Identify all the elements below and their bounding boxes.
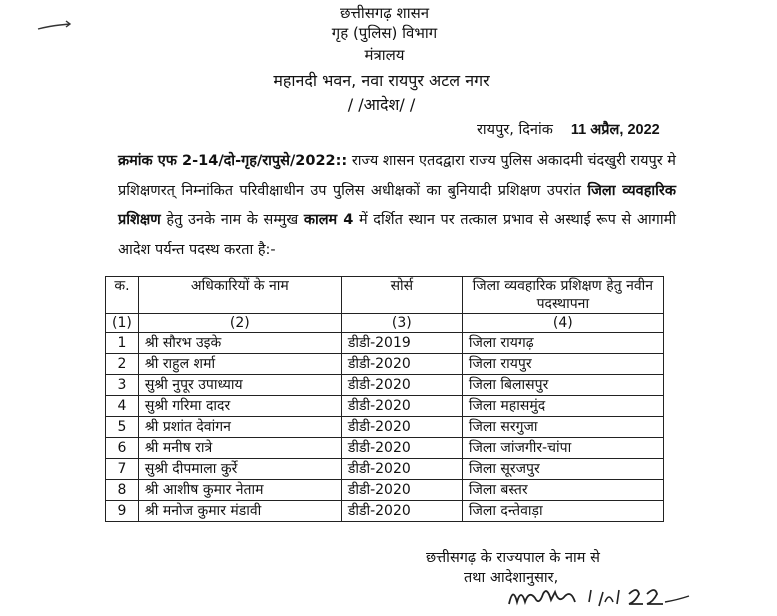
cell-officer-name: सुश्री नुपूर उपाध्याय (138, 375, 341, 396)
table-row (106, 480, 664, 501)
cell-source: डीडी-2020 (341, 396, 462, 417)
table-row (106, 396, 664, 417)
col-header-source: सोर्स (341, 277, 462, 314)
col-header-posting: जिला व्यवहारिक प्रशिक्षण हेतु नवीन पदस्थापना (462, 277, 663, 314)
col-number: (4) (462, 314, 663, 333)
cell-officer-name: श्री मनोज कुमार मंडावी (138, 501, 341, 522)
cell-serial: 1 (106, 333, 139, 354)
order-text-1: राज्य शासन एतदद्वारा राज्य पुलिस अकादमी चंदखुरी रायपुर मे प्रशिक्षणरत् निम्नांकित परिवीक्षाधीन उप पुलिस अधीक्षकों का बुनियादी प्रशिक्षण उपरांत (118, 153, 676, 199)
posting-table (105, 276, 664, 522)
cell-source: डीडी-2020 (341, 459, 462, 480)
cell-posting: जिला बस्तर (462, 480, 663, 501)
order-bold-column: कालम 4 (303, 212, 354, 228)
cell-posting: जिला रायगढ़ (462, 333, 663, 354)
table-row (106, 417, 664, 438)
dateline-date: 11 अप्रैल, 2022 (570, 122, 660, 138)
cell-serial: 6 (106, 438, 139, 459)
col-header-serial: क. (106, 277, 139, 314)
header-ministry: मंत्रालय (364, 46, 405, 64)
cell-officer-name: श्री राहुल शर्मा (138, 354, 341, 375)
cell-source: डीडी-2020 (341, 417, 462, 438)
header-government: छत्तीसगढ़ शासन (339, 4, 430, 22)
signature-line-1: छत्तीसगढ़ के राज्यपाल के नाम से (426, 550, 600, 566)
col-header-name: अधिकारियों के नाम (138, 277, 341, 314)
cell-serial: 3 (106, 375, 139, 396)
order-bold-training: जिला व्यवहारिक प्रशिक्षण (118, 182, 676, 228)
cell-posting: जिला दन्तेवाड़ा (462, 501, 663, 522)
cell-posting: जिला सूरजपुर (462, 459, 663, 480)
table-row (106, 354, 664, 375)
dateline (477, 119, 660, 139)
col-number: (2) (138, 314, 341, 333)
cell-source: डीडी-2020 (341, 375, 462, 396)
cell-source: डीडी-2019 (341, 333, 462, 354)
table-row (106, 501, 664, 522)
cell-officer-name: श्री सौरभ उइके (138, 333, 341, 354)
cell-posting: जिला सरगुजा (462, 417, 663, 438)
col-number: (1) (106, 314, 139, 333)
header-order-title: / /आदेश/ / (347, 95, 416, 114)
cell-serial: 4 (106, 396, 139, 417)
cell-serial: 8 (106, 480, 139, 501)
table-row (106, 438, 664, 459)
cell-posting: जिला बिलासपुर (462, 375, 663, 396)
column-number-row (106, 314, 664, 333)
cell-officer-name: सुश्री दीपमाला कुर्रे (138, 459, 341, 480)
signature-line-2: तथा आदेशानुसार, (464, 570, 559, 586)
table-row (106, 333, 664, 354)
cell-source: डीडी-2020 (341, 480, 462, 501)
order-text-3: में दर्शित स्थान पर तत्काल प्रभाव से अस्थाई रूप से आगामी आदेश पर्यन्त पदस्थ करता है:- (118, 212, 677, 258)
table-header-row (106, 277, 664, 314)
header-department: गृह (पुलिस) विभाग (331, 24, 438, 42)
cell-posting: जिला रायपुर (462, 354, 663, 375)
cell-serial: 2 (106, 354, 139, 375)
cell-officer-name: श्री आशीष कुमार नेताम (138, 480, 341, 501)
table-row (106, 375, 664, 396)
handwritten-signature (505, 580, 695, 616)
cell-officer-name: सुश्री गरिमा दादर (138, 396, 341, 417)
header-address: महानदी भवन, नवा रायपुर अटल नगर (273, 71, 490, 90)
cell-serial: 5 (106, 417, 139, 438)
cell-source: डीडी-2020 (341, 501, 462, 522)
cell-source: डीडी-2020 (341, 438, 462, 459)
dateline-place: रायपुर, दिनांक (477, 122, 553, 138)
cell-source: डीडी-2020 (341, 354, 462, 375)
cell-officer-name: श्री प्रशांत देवांगन (138, 417, 341, 438)
col-number: (3) (341, 314, 462, 333)
table-row (106, 459, 664, 480)
cell-serial: 7 (106, 459, 139, 480)
cell-posting: जिला जांजगीर-चांपा (462, 438, 663, 459)
cell-posting: जिला महासमुंद (462, 396, 663, 417)
cell-officer-name: श्री मनीष रात्रे (138, 438, 341, 459)
order-text-2: हेतु उनके नाम के सम्मुख (160, 212, 304, 228)
order-reference: क्रमांक एफ 2-14/दो-गृह/रापुसे/2022:: (118, 153, 348, 169)
order-paragraph (118, 147, 676, 265)
cell-serial: 9 (106, 501, 139, 522)
